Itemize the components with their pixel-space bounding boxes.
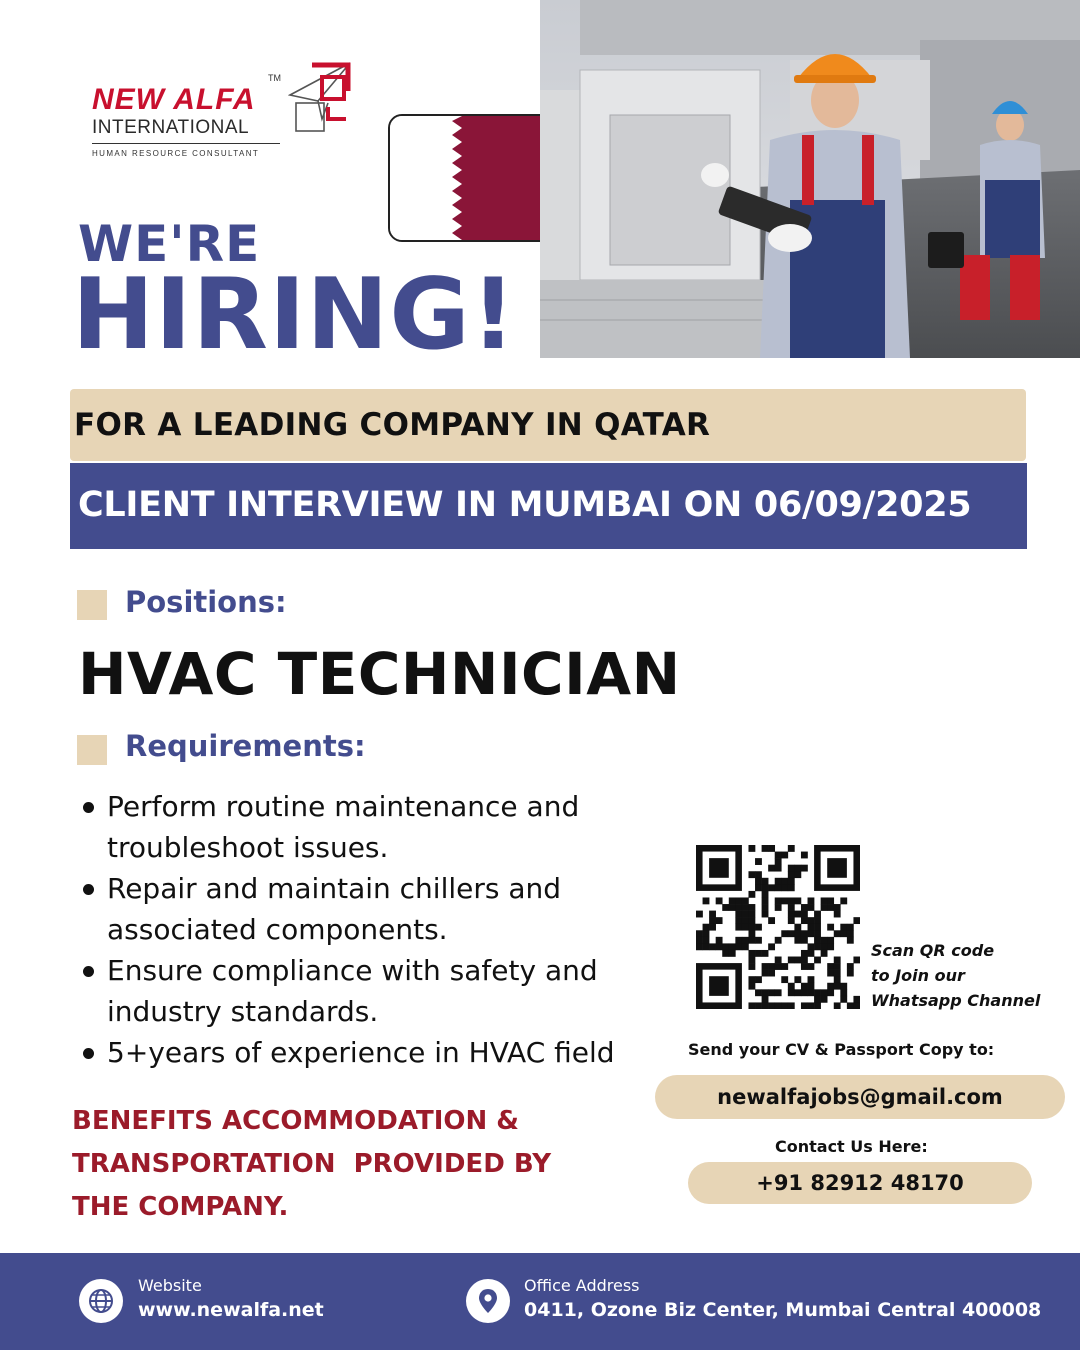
headline-were: WE'RE	[78, 215, 261, 273]
company-banner-text: FOR A LEADING COMPANY IN QATAR	[74, 407, 711, 443]
email-link[interactable]: newalfajobs@gmail.com	[655, 1075, 1065, 1119]
office-address: 0411, Ozone Biz Center, Mumbai Central 400008	[524, 1299, 1042, 1321]
positions-bullet-square	[77, 590, 107, 620]
logo-divider	[92, 143, 280, 144]
cv-instruction: Send your CV & Passport Copy to:	[688, 1040, 995, 1059]
logo-trademark: TM	[268, 73, 281, 83]
location-pin-icon	[466, 1279, 510, 1323]
office-label: Office Address	[524, 1276, 640, 1295]
requirements-bullet-square	[77, 735, 107, 765]
interview-banner-text: CLIENT INTERVIEW IN MUMBAI ON 06/09/2025	[78, 485, 972, 525]
interview-banner	[70, 463, 1027, 549]
company-banner	[70, 389, 1026, 461]
logo-brand: NEW ALFA	[92, 83, 256, 116]
whatsapp-qr-code[interactable]	[696, 845, 860, 1009]
positions-label: Positions:	[125, 585, 287, 619]
headline-hiring: HIRING!	[72, 258, 517, 372]
requirements-list	[78, 786, 668, 1073]
qr-caption-line: Whatsapp Channel	[871, 991, 1041, 1010]
qr-caption-line: Scan QR code	[871, 941, 995, 960]
paper-plane-logo-icon	[288, 57, 358, 137]
logo-international: INTERNATIONAL	[92, 117, 250, 138]
benefits-line: BENEFITS ACCOMMODATION &	[72, 1106, 519, 1136]
hero-illustration	[540, 0, 1080, 358]
company-logo	[88, 55, 368, 165]
requirements-label: Requirements:	[125, 729, 366, 763]
qr-caption	[871, 938, 1071, 1013]
requirement-item: Perform routine maintenance and troubleshoot issues.	[78, 786, 668, 868]
requirement-item: Ensure compliance with safety and industry standards.	[78, 950, 668, 1032]
requirement-item: 5+years of experience in HVAC field	[78, 1032, 668, 1073]
qr-caption-line: to Join our	[871, 966, 965, 985]
phone-link[interactable]: +91 82912 48170	[688, 1162, 1032, 1204]
contact-label: Contact Us Here:	[775, 1137, 928, 1156]
logo-tagline: HUMAN RESOURCE CONSULTANT	[92, 149, 260, 158]
benefits-line: TRANSPORTATION PROVIDED BY	[72, 1149, 552, 1179]
globe-icon	[79, 1279, 123, 1323]
benefits-text	[72, 1100, 632, 1229]
footer-bar	[0, 1253, 1080, 1350]
benefits-line: THE COMPANY.	[72, 1192, 289, 1222]
requirement-item: Repair and maintain chillers and associated components.	[78, 868, 668, 950]
hero-photo-technicians	[540, 0, 1080, 358]
position-title: HVAC TECHNICIAN	[78, 640, 681, 708]
website-link[interactable]: www.newalfa.net	[138, 1299, 324, 1321]
website-label: Website	[138, 1276, 202, 1295]
